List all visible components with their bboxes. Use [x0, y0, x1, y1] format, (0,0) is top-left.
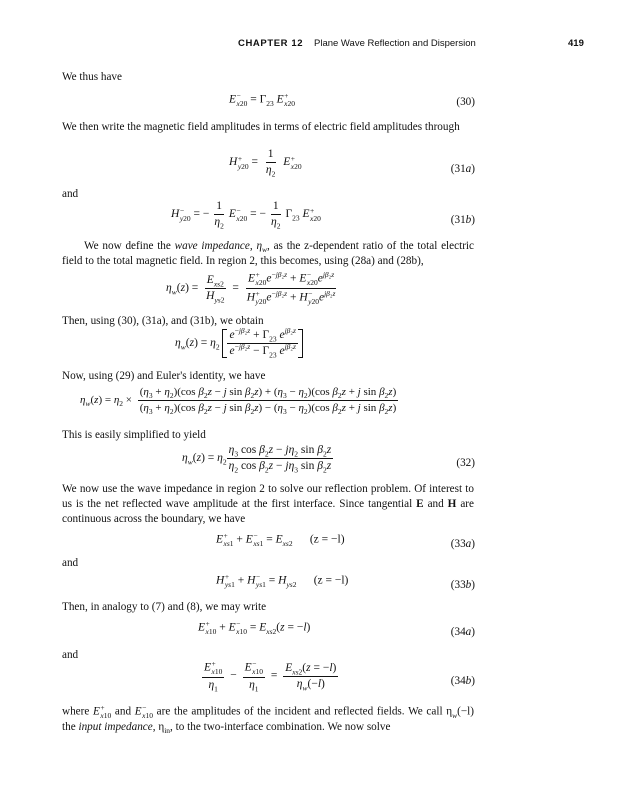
paragraph-euler: Now, using (29) and Euler's identity, we have: [62, 370, 266, 382]
equation-34b: E + x10 $\eta_1$ − E − x10 $\eta_1$ = $\frac{E_{xs2}(z = -l)}{\eta_w(-l)}$: [204, 659, 337, 694]
chapter-title: Plane Wave Reflection and Dispersion: [314, 38, 476, 49]
equation-34a: E + x10 + E − x10 = $E_{xs2}(z = -l)$: [198, 619, 311, 636]
equation-wave-impedance: $\eta_w(z)$ = $\frac{E_{xs2}}{H_{ys2}}$ = E + x20 $e^{-j\beta_2z} + E$ − x20 $e^{j\beta_2z}$ H + y20 $e^{-j\beta_2z} + H$ − y20 $e^{j\beta_2z}$: [166, 269, 336, 306]
equation-number: (30): [456, 96, 475, 108]
page-number: 419: [568, 38, 584, 49]
word-and: and: [62, 188, 79, 200]
equation-euler: $\eta_w(z) = \eta_2$ × $(\eta_3 + \eta_2)(\cos$ $\beta_2z - j$ $\sin \beta_2z) + (\eta_3 - \eta_2)(\cos$ $\beta_2z + j$ $\sin \beta_2z$) $(\eta_3 + \eta_2)(\cos$ $\beta_2z - j$ $\sin \beta_2z) - (\eta_3 - \eta_2)(\cos$ $\beta_2z + j$ $\sin \beta_2z$): [80, 386, 397, 417]
equation-31b: H − y20 = − $\frac{1}{\eta_2}$ E − x20 = − $\frac{1}{\eta_2}$ $\Gamma_{23}$ E + x20: [171, 200, 321, 231]
equation-number: (34a): [450, 626, 475, 638]
equation-number: (31b): [450, 214, 475, 226]
equation-30: E − x20 = $\Gamma_{23}$ E + x20: [229, 91, 296, 108]
word-and: and: [62, 649, 79, 661]
paragraph-obtain: Then, using (30), (31a), and (31b), we obtain: [62, 315, 264, 327]
paragraph-input-impedance: where E + x10 and E − x10 are the amplitudes of the incident and reflected fields. We call $\eta_w(-l)$ the input impedance, $\eta_{in}$, to the two-interface combination. We now solve: [62, 703, 474, 736]
equation-number: (34b): [450, 675, 475, 687]
paragraph-intro: We thus have: [62, 71, 122, 83]
equation-number: (33b): [450, 579, 475, 591]
word-and: and: [62, 557, 79, 569]
page-header: [0, 38, 627, 54]
equation-31a: H + y20 = $\frac{1}{\eta_2}$ E + x20: [229, 148, 302, 179]
paragraph-analogy: Then, in analogy to (7) and (8), we may write: [62, 601, 267, 613]
equation-impedance-gamma: $\eta_w(z) = \eta_2$ $\frac{e^{-j\beta_2z} + \Gamma_{23} e^{j\beta_2z}}{e^{-j\beta_2z} - \Gamma_{23} e^{j\beta_2z}}$: [175, 329, 303, 358]
paragraph-reflection-problem: We now use the wave impedance in region 2 to solve our reflection problem. Of interest to us is the net reflected wave amplitude at the first interface. Since tangential E and H are continuous across the boundary, we have: [62, 483, 474, 525]
paragraph-wave-impedance: We now define the wave impedance, $\eta_w$, as the z-dependent ratio of the total electric field to the total magnetic field. In region 2, this becomes, using (28a) and (28b),: [62, 240, 474, 267]
chapter-label: CHAPTER 12: [238, 38, 304, 49]
paragraph-magnetic: We then write the magnetic field amplitudes in terms of electric field amplitudes through: [62, 121, 460, 133]
equation-32: $\eta_w(z) = \eta_2$ $\frac{\eta_3 \cos \beta_2z - j\eta_2 \sin \beta_2z}{\eta_2 \cos \beta_2z - j\eta_3 \sin \beta_2z}$: [182, 444, 332, 475]
equation-number: (33a): [450, 538, 475, 550]
equation-number: (32): [456, 457, 475, 469]
equation-number: (31a): [450, 163, 475, 175]
equation-33a: E + xs1 + E − xs1 = $E_{xs2}$ (z = −l): [216, 531, 345, 548]
equation-33b: H + ys1 + H − ys1 = $H_{ys2}$ (z = −l): [216, 572, 349, 589]
paragraph-simplified: This is easily simplified to yield: [62, 429, 206, 441]
